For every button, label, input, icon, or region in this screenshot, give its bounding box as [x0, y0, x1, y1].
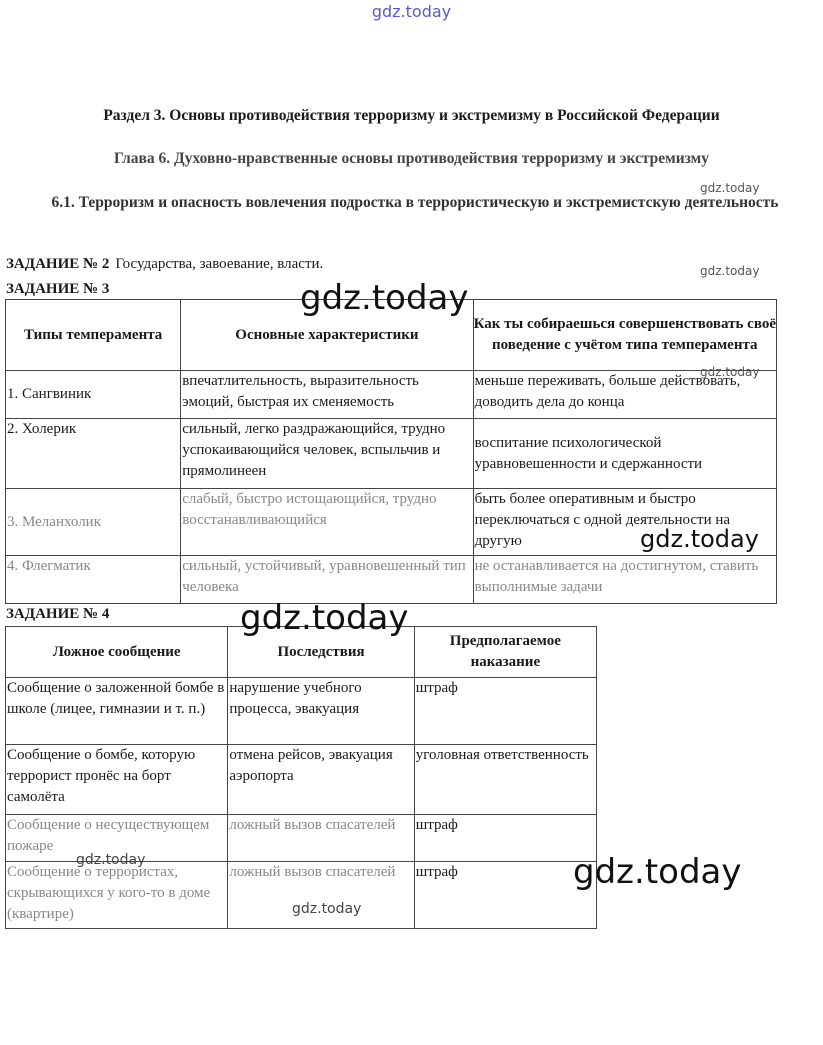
temperament-table	[5, 299, 777, 604]
consequences: нарушение учебного процесса, эвакуация	[228, 678, 414, 745]
subsection-title: 6.1. Терроризм и опасность вовлечения подростка в террористическую и экстремистскую деятельность	[51, 194, 779, 211]
temperament-type: 3. Меланхолик	[6, 489, 181, 556]
watermark-overlay: gdz.today	[573, 852, 742, 892]
punishment: штраф	[414, 862, 596, 929]
section-title: Раздел 3. Основы противодействия терроризму и экстремизму в Российской Федерации	[103, 107, 720, 124]
task3-label: ЗАДАНИЕ № 3	[6, 281, 110, 297]
punishment: штраф	[414, 678, 596, 745]
column-header: Как ты собираешься совершенствовать своё поведение с учётом типа темперамента	[473, 300, 776, 371]
table-row	[6, 556, 777, 604]
watermark-overlay: gdz.today	[292, 901, 362, 917]
watermark-overlay: gdz.today	[700, 365, 760, 379]
temperament-traits: впечатлительность, выразительность эмоций, быстрая их сменяемость	[181, 371, 473, 419]
consequences: отмена рейсов, эвакуация аэропорта	[228, 745, 414, 815]
false-message: Сообщение о заложенной бомбе в школе (лицее, гимназии и т. п.)	[6, 678, 228, 745]
column-header: Последствия	[228, 627, 414, 678]
chapter-title: Глава 6. Духовно-нравственные основы противодействия терроризму и экстремизму	[114, 150, 709, 167]
consequences: ложный вызов спасателей	[228, 815, 414, 862]
consequences: ложный вызов спасателей	[228, 862, 414, 929]
watermark-overlay: gdz.today	[640, 525, 759, 553]
temperament-type: 2. Холерик	[6, 419, 181, 489]
column-header: Предполагаемое наказание	[414, 627, 596, 678]
task2-answer: Государства, завоевание, власти.	[115, 256, 324, 272]
table-row	[6, 419, 777, 489]
column-header: Основные характеристики	[181, 300, 473, 371]
table-row	[6, 678, 597, 745]
temperament-traits: сильный, устойчивый, уравновешенный тип человека	[181, 556, 473, 604]
false-message: Сообщение о несуществующем пожаре	[6, 815, 228, 862]
false-message: Сообщение о бомбе, которую террорист пронёс на борт самолёта	[6, 745, 228, 815]
task4-label: ЗАДАНИЕ № 4	[6, 606, 110, 622]
punishment: штраф	[414, 815, 596, 862]
temperament-improve: меньше переживать, больше действовать, доводить дела до конца	[473, 371, 776, 419]
table-row	[6, 745, 597, 815]
table-row	[6, 371, 777, 419]
temperament-improve: не останавливается на достигнутом, ставить выполнимые задачи	[473, 556, 776, 604]
punishment: уголовная ответственность	[414, 745, 596, 815]
watermark-overlay: gdz.today	[700, 264, 760, 278]
temperament-improve: быть более оперативным и быстро переключаться с одной деятельности на другую	[473, 489, 776, 556]
watermark-overlay: gdz.today	[240, 598, 409, 638]
column-header: Типы темперамента	[6, 300, 181, 371]
watermark-overlay: gdz.today	[76, 852, 146, 868]
temperament-traits: слабый, быстро истощающийся, трудно восстанавливающийся	[181, 489, 473, 556]
column-header: Ложное сообщение	[6, 627, 228, 678]
watermark-overlay: gdz.today	[300, 278, 469, 318]
task2-label: ЗАДАНИЕ № 2	[6, 256, 110, 272]
false-report-table	[5, 626, 597, 929]
temperament-type: 1. Сангвиник	[6, 371, 181, 419]
table-row	[6, 862, 597, 929]
watermark-overlay: gdz.today	[700, 181, 760, 195]
task2-line	[6, 256, 323, 273]
watermark-top: gdz.today	[371, 2, 452, 21]
temperament-type: 4. Флегматик	[6, 556, 181, 604]
temperament-traits: сильный, легко раздражающийся, трудно успокаивающийся человек, вспыльчив и прямолинеен	[181, 419, 473, 489]
temperament-improve: воспитание психологической уравновешенности и сдержанности	[473, 419, 776, 489]
false-message: Сообщение о террористах, скрывающихся у кого-то в доме (квартире)	[6, 862, 228, 929]
